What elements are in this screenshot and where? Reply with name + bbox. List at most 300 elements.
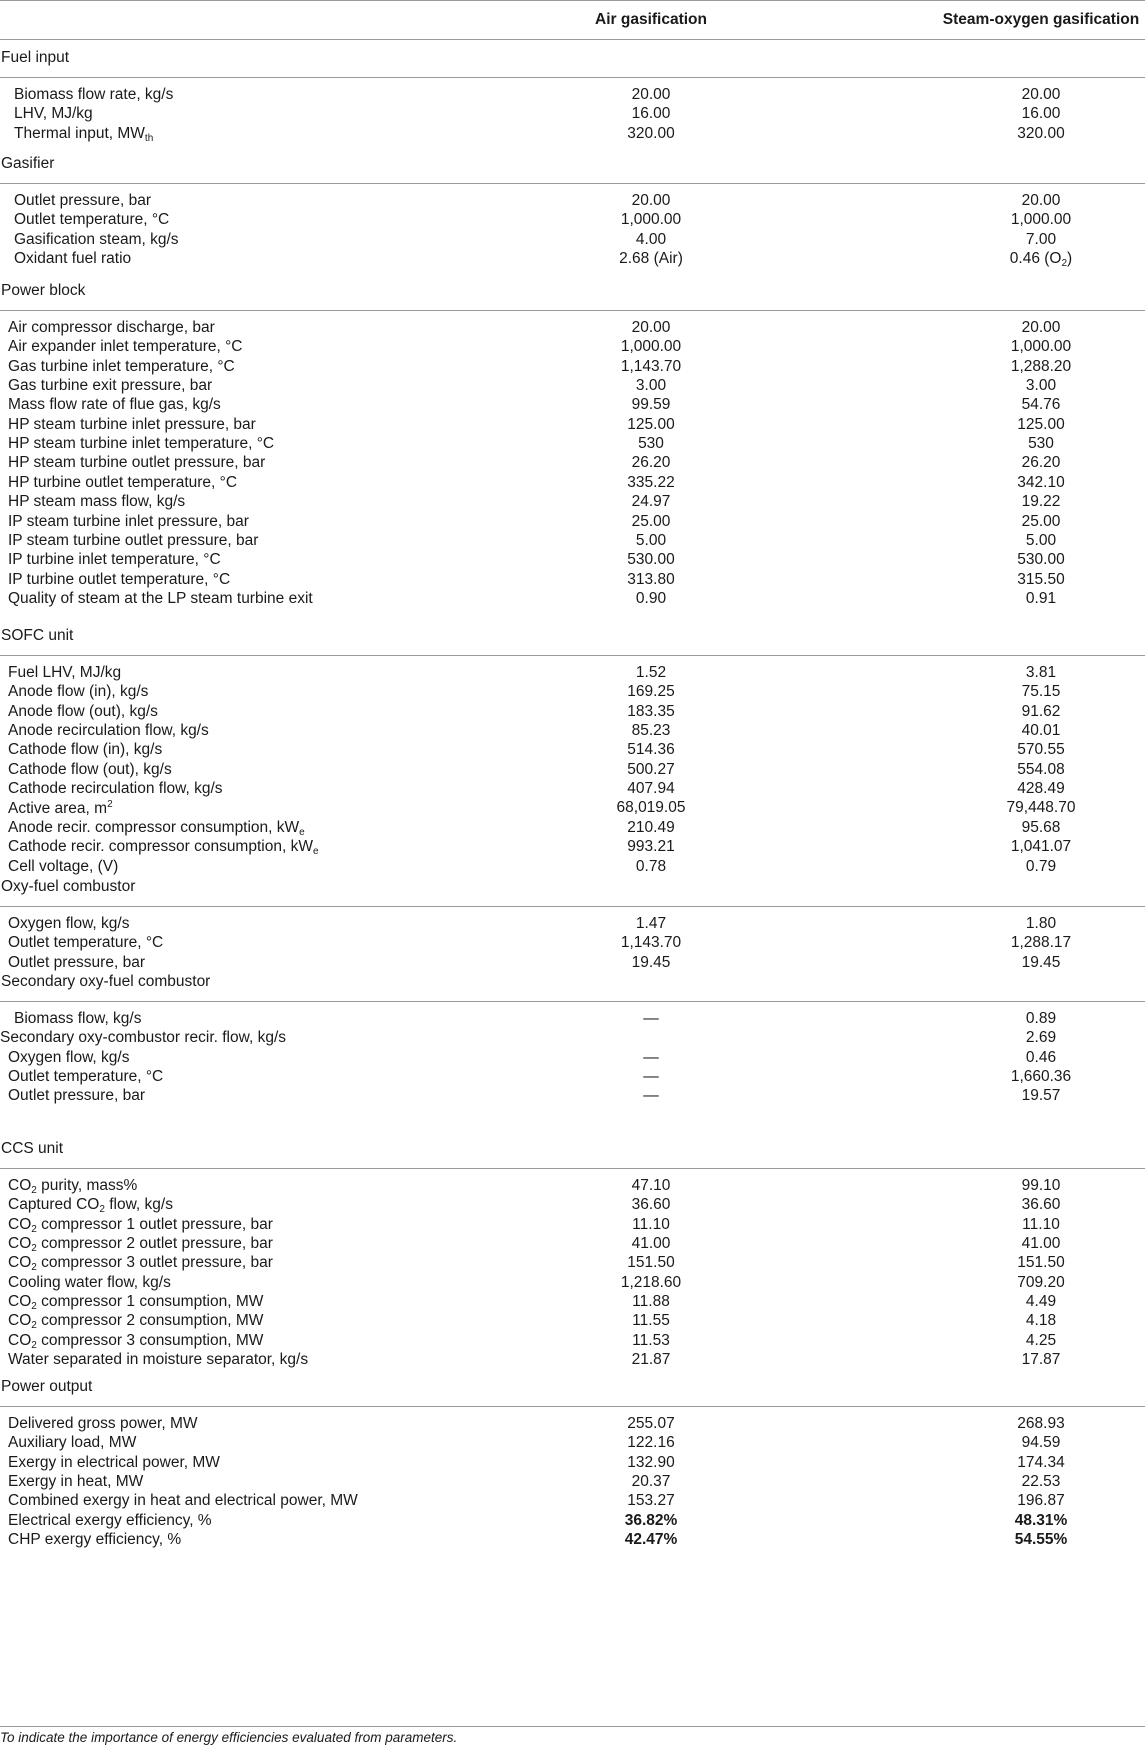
- steam-value-text: 0.89: [1025, 1010, 1057, 1027]
- air-gasification-value: 0.78: [635, 857, 667, 875]
- table-footnote: To indicate the importance of energy efficiencies evaluated from parameters.: [0, 1726, 1145, 1745]
- steam-oxygen-value: [881, 125, 1145, 143]
- steam-oxygen-value: [881, 799, 1145, 817]
- row-label-text: Outlet temperature, °C: [14, 211, 170, 229]
- row-label: [8, 683, 148, 701]
- row-label-text: Cathode flow (in), kg/s: [8, 741, 163, 759]
- row-label-tail: purity, mass%: [36, 1177, 138, 1194]
- table-row: [0, 819, 1145, 841]
- section-title: [0, 1367, 1145, 1407]
- row-label: [14, 192, 151, 210]
- steam-value-text: 54.55%: [1014, 1531, 1068, 1549]
- steam-oxygen-value: [881, 454, 1145, 472]
- steam-oxygen-value: [881, 377, 1145, 395]
- steam-value-text: 0.91: [1025, 589, 1057, 607]
- label-subscript: 2: [31, 1320, 37, 1332]
- steam-oxygen-value: [881, 338, 1145, 356]
- air-gasification-value: 11.53: [632, 1331, 670, 1349]
- row-label-text: Captured CO: [8, 1196, 100, 1214]
- row-label-text: CO: [8, 1331, 32, 1349]
- air-gasification-value: —: [643, 1068, 659, 1086]
- steam-value-text: 5.00: [1025, 531, 1057, 549]
- table-row: [0, 1068, 1145, 1090]
- row-label-text: CO: [8, 1293, 32, 1311]
- row-label: [14, 86, 173, 104]
- air-gasification-value: 20.00: [631, 86, 671, 103]
- row-label: [8, 1434, 136, 1452]
- row-label-text: Exergy in heat, MW: [8, 1473, 144, 1491]
- row-label-tail: compressor 2 outlet pressure, bar: [36, 1235, 273, 1253]
- row-label-text: Auxiliary load, MW: [8, 1434, 137, 1452]
- row-label-text: CO: [8, 1235, 32, 1253]
- row-label-text: HP steam turbine inlet temperature, °C: [8, 435, 275, 453]
- steam-value-text: 20.00: [1021, 319, 1061, 336]
- table-row: [0, 703, 1145, 725]
- steam-oxygen-value: [881, 1216, 1145, 1234]
- steam-value-text: 709.20: [1017, 1273, 1065, 1291]
- air-gasification-value: 1,143.70: [620, 934, 682, 952]
- air-gasification-value: 1,000.00: [620, 211, 682, 229]
- row-label: [8, 741, 162, 759]
- row-label: [8, 1512, 212, 1530]
- steam-value-text: 41.00: [1021, 1235, 1061, 1253]
- steam-value-text: 25.00: [1021, 512, 1061, 530]
- row-label-text: CO: [8, 1215, 32, 1233]
- row-label: [0, 1029, 286, 1047]
- steam-value-text: 19.22: [1021, 493, 1061, 511]
- steam-oxygen-value: [881, 1049, 1145, 1067]
- air-gasification-value: 407.94: [627, 780, 675, 798]
- steam-value-text: 95.68: [1021, 818, 1061, 836]
- steam-oxygen-value: [881, 435, 1145, 453]
- steam-oxygen-value: [881, 1531, 1145, 1549]
- air-gasification-value: 19.45: [631, 953, 671, 971]
- row-label: [8, 934, 163, 952]
- steam-value-text: 3.81: [1025, 664, 1057, 681]
- steam-value-text: 54.76: [1021, 396, 1061, 414]
- row-label: [8, 358, 235, 376]
- row-label-text: HP steam turbine inlet pressure, bar: [8, 415, 256, 433]
- steam-oxygen-value: [881, 1010, 1145, 1028]
- table-row: [0, 377, 1145, 399]
- steam-oxygen-value: [881, 1332, 1145, 1350]
- steam-value-text: 16.00: [1021, 105, 1061, 123]
- table-row: [0, 741, 1145, 763]
- table-row: [0, 799, 1145, 821]
- air-gasification-value: 36.82%: [624, 1511, 678, 1529]
- steam-value-text: 48.31%: [1014, 1511, 1068, 1529]
- steam-oxygen-value: [881, 1029, 1145, 1047]
- steam-value-text: 26.20: [1021, 454, 1061, 472]
- table-row: [0, 1010, 1145, 1032]
- steam-value-text: 1,660.36: [1010, 1068, 1072, 1086]
- table-row: [0, 1293, 1145, 1315]
- header-steam-oxygen-gasification: Steam-oxygen gasification: [942, 11, 1140, 28]
- row-label-text: Outlet temperature, °C: [8, 1068, 164, 1086]
- air-gasification-value: —: [643, 1010, 659, 1027]
- table-row: [0, 1434, 1145, 1456]
- air-gasification-value: 47.10: [631, 1177, 671, 1194]
- steam-value-text: 4.49: [1025, 1293, 1057, 1311]
- table-row: [0, 105, 1145, 127]
- row-label: [8, 1293, 263, 1312]
- table-row: [0, 780, 1145, 802]
- steam-value-text: 2.69: [1025, 1029, 1057, 1047]
- row-label: [8, 532, 258, 550]
- air-gasification-value: 2.68 (Air): [619, 250, 683, 268]
- table-row: [0, 1454, 1145, 1476]
- table-row: [0, 416, 1145, 438]
- air-gasification-value: 132.90: [627, 1453, 675, 1471]
- table-row: [0, 474, 1145, 496]
- steam-value-text: 4.25: [1025, 1331, 1057, 1349]
- row-label: [14, 125, 153, 144]
- label-subscript: th: [144, 132, 154, 144]
- row-label: [8, 1049, 129, 1067]
- table-row: [0, 1087, 1145, 1109]
- steam-oxygen-value: [881, 319, 1145, 337]
- row-label-text: Cathode recirculation flow, kg/s: [8, 780, 223, 798]
- row-label: [8, 1531, 181, 1549]
- row-label-text: Mass flow rate of flue gas, kg/s: [8, 396, 221, 414]
- row-label: [8, 377, 212, 395]
- table-row: [0, 493, 1145, 515]
- air-gasification-value: 36.60: [631, 1196, 671, 1214]
- steam-value-text: 151.50: [1017, 1254, 1065, 1272]
- air-gasification-value: 85.23: [631, 722, 671, 740]
- section-title-text: Oxy-fuel combustor: [1, 878, 136, 895]
- steam-value-text: 428.49: [1017, 780, 1065, 798]
- steam-value-text: 19.57: [1021, 1087, 1061, 1105]
- section-title: [0, 144, 1145, 184]
- row-label-text: HP steam mass flow, kg/s: [8, 493, 186, 511]
- steam-value-text: 4.18: [1025, 1312, 1057, 1330]
- label-subscript: 2: [31, 1243, 37, 1255]
- row-label-text: Active area, m: [8, 800, 108, 818]
- steam-value-text: 0.46 (O: [1009, 250, 1062, 268]
- steam-oxygen-value: [881, 105, 1145, 123]
- steam-oxygen-value: [881, 780, 1145, 798]
- table-row: [0, 1196, 1145, 1218]
- steam-value-text: 315.50: [1017, 570, 1065, 588]
- row-label-text: Electrical exergy efficiency, %: [8, 1511, 212, 1529]
- steam-value-text: 91.62: [1021, 702, 1061, 720]
- row-label: [8, 474, 237, 492]
- row-label-text: Outlet pressure, bar: [8, 953, 145, 971]
- steam-value-text: 7.00: [1025, 230, 1057, 248]
- row-label-text: HP steam turbine outlet pressure, bar: [8, 454, 266, 472]
- label-subscript: 2: [99, 1204, 105, 1216]
- air-gasification-value: 1.52: [635, 664, 667, 681]
- table-row: [0, 1049, 1145, 1071]
- row-label-text: CHP exergy efficiency, %: [8, 1531, 182, 1549]
- label-subscript: 2: [31, 1185, 37, 1196]
- row-label: [8, 819, 305, 838]
- air-gasification-value: 125.00: [627, 415, 675, 433]
- row-label-text: Biomass flow rate, kg/s: [14, 86, 174, 103]
- steam-oxygen-value: [881, 474, 1145, 492]
- row-label: [8, 780, 223, 798]
- air-gasification-value: 24.97: [631, 493, 671, 511]
- row-label-text: Cooling water flow, kg/s: [8, 1273, 171, 1291]
- air-gasification-value: 210.49: [627, 818, 675, 836]
- row-label: [8, 571, 230, 589]
- table-row: [0, 664, 1145, 686]
- table-row: [0, 396, 1145, 418]
- steam-oxygen-value: [881, 1415, 1145, 1433]
- row-label-text: Thermal input, MW: [14, 124, 145, 142]
- steam-value-text: 1,041.07: [1010, 838, 1072, 856]
- steam-oxygen-value: [881, 1434, 1145, 1452]
- steam-oxygen-value: [881, 1454, 1145, 1472]
- row-label: [8, 664, 121, 682]
- value-subscript: 2: [1061, 258, 1068, 270]
- steam-oxygen-value: [881, 1274, 1145, 1292]
- steam-oxygen-value: [881, 1492, 1145, 1510]
- air-gasification-value: 993.21: [627, 838, 675, 856]
- steam-oxygen-value: [881, 761, 1145, 779]
- table-row: [0, 590, 1145, 612]
- table-row: [0, 1473, 1145, 1495]
- row-label: [8, 838, 319, 857]
- steam-oxygen-value: [881, 1293, 1145, 1311]
- air-gasification-value: 122.16: [627, 1434, 675, 1452]
- table-row: [0, 513, 1145, 535]
- steam-oxygen-value: [881, 192, 1145, 210]
- row-label: [8, 761, 172, 779]
- steam-value-text: 20.00: [1021, 86, 1061, 103]
- steam-oxygen-value: [881, 513, 1145, 531]
- section-title: [0, 38, 1145, 78]
- row-label-text: CO: [8, 1312, 32, 1330]
- section-title-text: Secondary oxy-fuel combustor: [1, 973, 211, 990]
- steam-value-text: 22.53: [1021, 1473, 1061, 1491]
- air-gasification-value: 183.35: [627, 702, 675, 720]
- row-label: [8, 799, 113, 818]
- row-label-tail: compressor 1 outlet pressure, bar: [36, 1215, 273, 1233]
- table-row: [0, 532, 1145, 554]
- section-title: [0, 867, 1145, 907]
- steam-oxygen-value: [881, 250, 1145, 269]
- steam-oxygen-value: [881, 1087, 1145, 1105]
- steam-oxygen-value: [881, 551, 1145, 569]
- air-gasification-value: 530: [638, 435, 664, 453]
- table-row: [0, 86, 1145, 108]
- steam-value-text: 0.46: [1025, 1048, 1057, 1066]
- table-row: [0, 683, 1145, 705]
- air-gasification-value: 21.87: [631, 1351, 671, 1369]
- section-title: [0, 962, 1145, 1002]
- table-row: [0, 435, 1145, 457]
- section-title-text: Power output: [1, 1378, 93, 1395]
- steam-value-text: 196.87: [1017, 1492, 1065, 1510]
- air-gasification-value: 151.50: [627, 1254, 675, 1272]
- table-row: [0, 1029, 1145, 1051]
- steam-oxygen-value: [881, 915, 1145, 933]
- air-gasification-value: 4.00: [635, 230, 667, 248]
- steam-oxygen-value: [881, 396, 1145, 414]
- steam-oxygen-value: [881, 358, 1145, 376]
- steam-value-text: 554.08: [1017, 760, 1065, 778]
- section-title-text: Power block: [1, 282, 86, 299]
- row-label: [8, 551, 221, 569]
- row-label: [8, 396, 221, 414]
- steam-oxygen-value: [881, 664, 1145, 682]
- row-label: [14, 250, 131, 268]
- air-gasification-value: 1,000.00: [620, 338, 682, 356]
- steam-value-tail: ): [1067, 250, 1073, 268]
- air-gasification-value: 68,019.05: [616, 799, 686, 817]
- table-row: [0, 1415, 1145, 1437]
- row-label-text: Air compressor discharge, bar: [8, 319, 215, 336]
- row-label: [8, 1254, 273, 1273]
- air-gasification-value: 1,143.70: [620, 357, 682, 375]
- row-label-text: Anode flow (in), kg/s: [8, 683, 149, 701]
- steam-oxygen-value: [881, 532, 1145, 550]
- air-gasification-value: 11.55: [632, 1312, 670, 1330]
- air-gasification-value: 1.47: [635, 915, 667, 932]
- row-label: [8, 1492, 358, 1510]
- row-label-text: Anode recirculation flow, kg/s: [8, 722, 209, 740]
- section-title: [0, 271, 1145, 311]
- row-label-text: HP turbine outlet temperature, °C: [8, 473, 238, 491]
- table-row: [0, 192, 1145, 214]
- steam-value-text: 320.00: [1017, 124, 1065, 142]
- row-label: [8, 1196, 173, 1215]
- table-row: [0, 1254, 1145, 1276]
- air-gasification-value: 169.25: [627, 683, 675, 701]
- table-row: [0, 231, 1145, 253]
- section-title-text: CCS unit: [1, 1140, 64, 1157]
- steam-value-text: 342.10: [1017, 473, 1065, 491]
- table-row: [0, 1235, 1145, 1257]
- table-header: [0, 0, 1145, 40]
- row-label-text: Oxidant fuel ratio: [14, 250, 132, 268]
- steam-value-text: 3.00: [1025, 377, 1057, 395]
- air-gasification-value: 335.22: [627, 473, 675, 491]
- row-label-text: Oxygen flow, kg/s: [8, 1048, 130, 1066]
- section-title-text: Fuel input: [1, 49, 70, 66]
- row-label-text: Oxygen flow, kg/s: [8, 915, 130, 932]
- air-gasification-value: 255.07: [627, 1415, 675, 1432]
- row-label: [8, 590, 313, 608]
- row-label-tail: compressor 3 consumption, MW: [36, 1331, 264, 1349]
- label-subscript: 2: [31, 1339, 37, 1351]
- table-row: [0, 1531, 1145, 1553]
- table-row: [0, 1512, 1145, 1534]
- air-gasification-value: 1,218.60: [620, 1273, 682, 1291]
- steam-oxygen-value: [881, 934, 1145, 952]
- air-gasification-value: 20.00: [631, 192, 671, 209]
- air-gasification-value: 3.00: [635, 377, 667, 395]
- table-row: [0, 125, 1145, 147]
- row-label: [14, 105, 93, 123]
- row-label: [8, 1454, 220, 1472]
- row-label: [8, 338, 243, 356]
- air-gasification-value: 313.80: [627, 570, 675, 588]
- table-row: [0, 934, 1145, 956]
- row-label: [8, 1068, 163, 1086]
- row-label-text: Biomass flow, kg/s: [14, 1010, 142, 1027]
- steam-value-text: 0.79: [1025, 857, 1057, 875]
- row-label: [8, 1312, 263, 1331]
- row-label-text: Gas turbine inlet temperature, °C: [8, 357, 235, 375]
- steam-value-text: 99.10: [1021, 1177, 1061, 1194]
- table-row: [0, 1492, 1145, 1514]
- steam-value-text: 1,000.00: [1010, 338, 1072, 356]
- steam-oxygen-value: [881, 683, 1145, 701]
- row-label-text: LHV, MJ/kg: [14, 105, 93, 123]
- steam-oxygen-value: [881, 1177, 1145, 1195]
- row-label: [8, 1177, 137, 1196]
- row-label: [14, 1010, 142, 1028]
- air-gasification-value: 26.20: [631, 454, 671, 472]
- label-superscript: 2: [107, 799, 113, 811]
- table-row: [0, 211, 1145, 233]
- steam-oxygen-value: [881, 1473, 1145, 1491]
- row-label-text: IP turbine inlet temperature, °C: [8, 551, 221, 569]
- row-label-text: Anode flow (out), kg/s: [8, 702, 158, 720]
- air-gasification-value: —: [643, 1048, 659, 1066]
- steam-oxygen-value: [881, 590, 1145, 608]
- steam-oxygen-value: [881, 1254, 1145, 1272]
- steam-oxygen-value: [881, 493, 1145, 511]
- table-row: [0, 454, 1145, 476]
- row-label-text: Outlet pressure, bar: [8, 1087, 145, 1105]
- section-title: [0, 616, 1145, 656]
- section-title-text: SOFC unit: [1, 627, 74, 644]
- steam-oxygen-value: [881, 1312, 1145, 1330]
- steam-oxygen-value: [881, 722, 1145, 740]
- steam-value-text: 1,288.20: [1010, 357, 1072, 375]
- row-label: [8, 1415, 198, 1433]
- row-label: [8, 454, 265, 472]
- table-row: [0, 1332, 1145, 1354]
- row-label-text: Anode recir. compressor consumption, kW: [8, 818, 300, 836]
- label-subscript: 2: [31, 1262, 37, 1274]
- steam-value-text: 75.15: [1021, 683, 1061, 701]
- air-gasification-value: 5.00: [635, 531, 667, 549]
- air-gasification-value: 153.27: [627, 1492, 675, 1510]
- table-row: [0, 838, 1145, 860]
- header-air-gasification: Air gasification: [595, 11, 707, 28]
- row-label: [8, 416, 256, 434]
- label-subscript: 2: [31, 1301, 37, 1313]
- table-row: [0, 571, 1145, 593]
- row-label-tail: compressor 3 outlet pressure, bar: [36, 1254, 273, 1272]
- row-label: [8, 915, 129, 933]
- steam-oxygen-value: [881, 211, 1145, 229]
- row-label-text: Cathode recir. compressor consumption, kW: [8, 838, 313, 856]
- steam-value-text: 11.10: [1022, 1215, 1060, 1233]
- steam-value-text: 1,000.00: [1010, 211, 1072, 229]
- table-row: [0, 761, 1145, 783]
- row-label-text: Secondary oxy-combustor recir. flow, kg/s: [0, 1029, 287, 1047]
- row-label: [8, 493, 185, 511]
- label-subscript: e: [312, 846, 319, 858]
- row-label: [8, 722, 209, 740]
- row-label-text: Combined exergy in heat and electrical power, MW: [8, 1492, 358, 1510]
- steam-oxygen-value: [881, 1068, 1145, 1086]
- steam-value-text: 125.00: [1017, 415, 1065, 433]
- section-title: [0, 1129, 1145, 1169]
- air-gasification-value: 11.88: [632, 1293, 670, 1311]
- air-gasification-value: 500.27: [627, 760, 675, 778]
- row-label-text: Water separated in moisture separator, kg/s: [8, 1351, 309, 1369]
- table-row: [0, 319, 1145, 341]
- air-gasification-value: 0.90: [635, 589, 667, 607]
- row-label-text: Exergy in electrical power, MW: [8, 1453, 220, 1471]
